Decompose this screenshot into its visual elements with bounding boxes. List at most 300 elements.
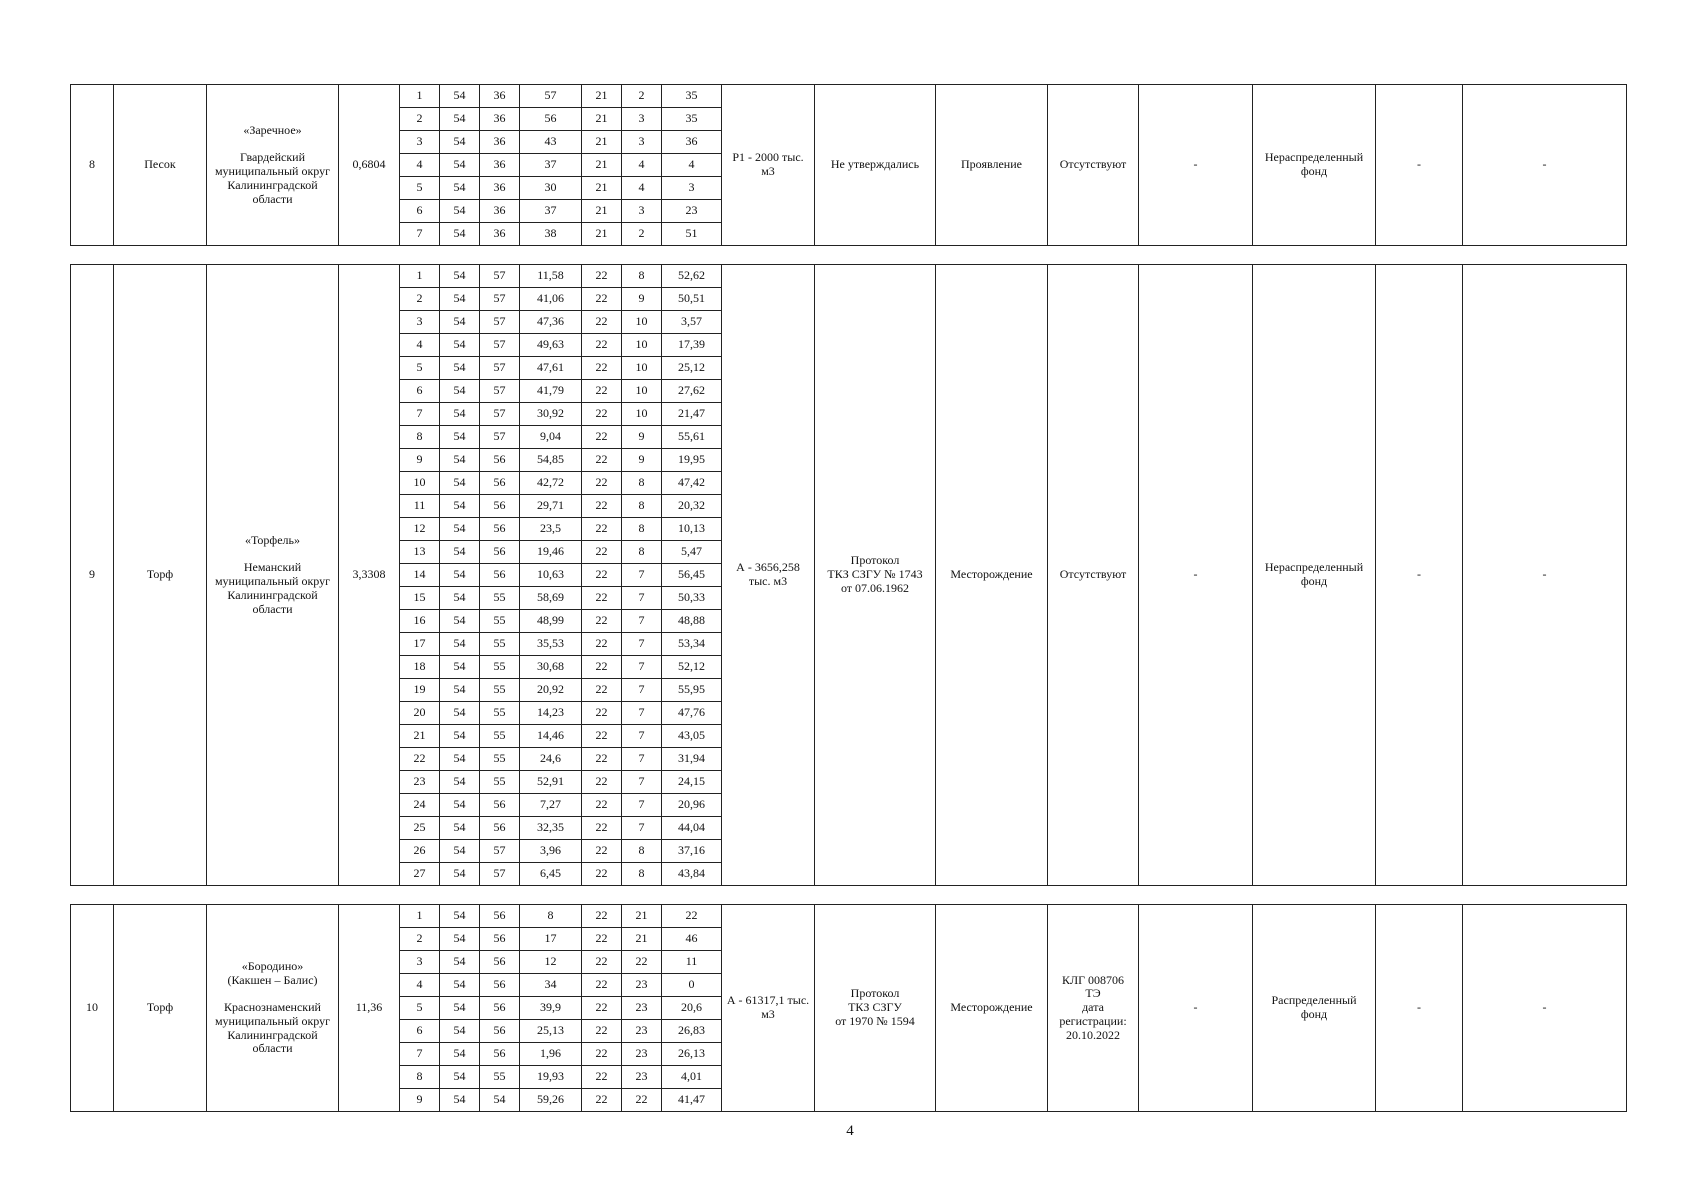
- coord-cell: 22: [582, 1020, 622, 1043]
- coord-cell: 54: [440, 334, 480, 357]
- coord-cell: 55: [480, 771, 520, 794]
- coord-cell: 2: [400, 288, 440, 311]
- coord-cell: 30,68: [520, 656, 582, 679]
- coord-cell: 21: [400, 725, 440, 748]
- coord-cell: 17: [400, 633, 440, 656]
- coord-cell: 9: [622, 426, 662, 449]
- coord-cell: 54: [440, 495, 480, 518]
- coord-cell: 54: [440, 223, 480, 246]
- coord-cell: 56: [480, 905, 520, 928]
- license-info: КЛГ 008706 ТЭ дата регистрации: 20.10.2022: [1048, 905, 1139, 1112]
- deposit-number: 10: [71, 905, 114, 1112]
- deposit-area: 0,6804: [339, 85, 400, 246]
- coord-cell: 24,15: [662, 771, 722, 794]
- coord-cell: 0: [662, 974, 722, 997]
- coord-cell: 23: [622, 974, 662, 997]
- coord-cell: 7: [400, 223, 440, 246]
- coord-cell: 41,06: [520, 288, 582, 311]
- object-type: Проявление: [936, 85, 1048, 246]
- table-row: [71, 85, 1627, 108]
- coord-cell: 54: [440, 725, 480, 748]
- coord-cell: 7: [622, 679, 662, 702]
- coord-cell: 30,92: [520, 403, 582, 426]
- coord-cell: 54: [440, 817, 480, 840]
- coord-cell: 1: [400, 905, 440, 928]
- coord-cell: 2: [400, 108, 440, 131]
- coord-cell: 25,13: [520, 1020, 582, 1043]
- coord-cell: 7: [400, 1043, 440, 1066]
- coord-cell: 57: [520, 85, 582, 108]
- separator-cell: [71, 246, 1627, 265]
- object-type: Месторождение: [936, 265, 1048, 886]
- coord-cell: 3,96: [520, 840, 582, 863]
- coord-cell: 46: [662, 928, 722, 951]
- coord-cell: 21: [582, 131, 622, 154]
- coord-cell: 57: [480, 334, 520, 357]
- coord-cell: 58,69: [520, 587, 582, 610]
- coord-cell: 8: [622, 472, 662, 495]
- coord-cell: 22: [622, 951, 662, 974]
- col-15: -: [1463, 85, 1627, 246]
- coord-cell: 54: [440, 472, 480, 495]
- coord-cell: 54: [440, 610, 480, 633]
- coord-cell: 20,92: [520, 679, 582, 702]
- coord-cell: 25: [400, 817, 440, 840]
- coord-cell: 8: [400, 426, 440, 449]
- coord-cell: 50,51: [662, 288, 722, 311]
- coord-cell: 54: [440, 587, 480, 610]
- coord-cell: 1,96: [520, 1043, 582, 1066]
- deposit-number: 8: [71, 85, 114, 246]
- col-14: -: [1376, 265, 1463, 886]
- coord-cell: 9: [622, 449, 662, 472]
- coord-cell: 11,58: [520, 265, 582, 288]
- coord-cell: 56: [480, 997, 520, 1020]
- col-14: -: [1376, 85, 1463, 246]
- coord-cell: 3: [622, 108, 662, 131]
- coord-cell: 22: [582, 633, 622, 656]
- coord-cell: 22: [582, 679, 622, 702]
- coord-cell: 9,04: [520, 426, 582, 449]
- coord-cell: 7: [622, 587, 662, 610]
- coord-cell: 21: [582, 177, 622, 200]
- coord-cell: 3: [400, 951, 440, 974]
- coord-cell: 21: [582, 85, 622, 108]
- coord-cell: 19,95: [662, 449, 722, 472]
- coord-cell: 15: [400, 587, 440, 610]
- coord-cell: 21: [582, 108, 622, 131]
- coord-cell: 56: [520, 108, 582, 131]
- coord-cell: 24,6: [520, 748, 582, 771]
- coord-cell: 54: [440, 997, 480, 1020]
- coord-cell: 56: [480, 518, 520, 541]
- coord-cell: 7: [622, 656, 662, 679]
- coord-cell: 55: [480, 587, 520, 610]
- table-row: [71, 265, 1627, 288]
- resource-type: Торф: [114, 905, 207, 1112]
- coord-cell: 22: [582, 541, 622, 564]
- coord-cell: 27: [400, 863, 440, 886]
- license-info: Отсутствуют: [1048, 265, 1139, 886]
- coord-cell: 8: [622, 518, 662, 541]
- coord-cell: 57: [480, 840, 520, 863]
- coord-cell: 36: [480, 131, 520, 154]
- coord-cell: 47,42: [662, 472, 722, 495]
- coord-cell: 36: [480, 85, 520, 108]
- coord-cell: 54: [440, 679, 480, 702]
- coord-cell: 22: [400, 748, 440, 771]
- reserves: А - 61317,1 тыс. м3: [722, 905, 815, 1112]
- coord-cell: 2: [622, 223, 662, 246]
- deposit-area: 11,36: [339, 905, 400, 1112]
- coord-cell: 14,23: [520, 702, 582, 725]
- coord-cell: 54: [440, 905, 480, 928]
- coord-cell: 9: [400, 449, 440, 472]
- coord-cell: 22: [622, 1089, 662, 1112]
- coord-cell: 54: [440, 656, 480, 679]
- deposit-name-location: «Торфель» Неманский муниципальный округ Калининградской области: [207, 265, 339, 886]
- fund-status: Нераспределенный фонд: [1253, 85, 1376, 246]
- coord-cell: 47,36: [520, 311, 582, 334]
- coord-cell: 8: [520, 905, 582, 928]
- reserves-approval: Не утверждались: [815, 85, 936, 246]
- coord-cell: 54: [440, 541, 480, 564]
- coord-cell: 19,93: [520, 1066, 582, 1089]
- coord-cell: 10: [622, 403, 662, 426]
- coord-cell: 14: [400, 564, 440, 587]
- coord-cell: 37,16: [662, 840, 722, 863]
- coord-cell: 54: [440, 928, 480, 951]
- deposits-table: [70, 84, 1627, 1112]
- coord-cell: 17,39: [662, 334, 722, 357]
- coord-cell: 54: [440, 131, 480, 154]
- coord-cell: 59,26: [520, 1089, 582, 1112]
- coord-cell: 56: [480, 817, 520, 840]
- coord-cell: 22: [582, 928, 622, 951]
- coord-cell: 18: [400, 656, 440, 679]
- coord-cell: 37: [520, 200, 582, 223]
- coord-cell: 22: [582, 1089, 622, 1112]
- coord-cell: 55,61: [662, 426, 722, 449]
- coord-cell: 22: [582, 1066, 622, 1089]
- page-number: 4: [846, 1123, 854, 1139]
- coord-cell: 22: [582, 426, 622, 449]
- coord-cell: 54: [440, 288, 480, 311]
- col-14: -: [1376, 905, 1463, 1112]
- coord-cell: 1: [400, 85, 440, 108]
- coord-cell: 6: [400, 380, 440, 403]
- coord-cell: 57: [480, 403, 520, 426]
- coord-cell: 1: [400, 265, 440, 288]
- coord-cell: 26,83: [662, 1020, 722, 1043]
- coord-cell: 57: [480, 426, 520, 449]
- coord-cell: 55: [480, 656, 520, 679]
- coord-cell: 54: [440, 449, 480, 472]
- coord-cell: 48,88: [662, 610, 722, 633]
- coord-cell: 54: [440, 974, 480, 997]
- coord-cell: 8: [622, 863, 662, 886]
- coord-cell: 22: [582, 974, 622, 997]
- table-row: [71, 905, 1627, 928]
- coord-cell: 22: [582, 771, 622, 794]
- coord-cell: 21: [622, 905, 662, 928]
- coord-cell: 57: [480, 863, 520, 886]
- coord-cell: 54: [440, 265, 480, 288]
- coord-cell: 47,61: [520, 357, 582, 380]
- coord-cell: 2: [622, 85, 662, 108]
- coord-cell: 41,47: [662, 1089, 722, 1112]
- coord-cell: 50,33: [662, 587, 722, 610]
- coord-cell: 57: [480, 265, 520, 288]
- coord-cell: 4: [400, 974, 440, 997]
- coord-cell: 22: [582, 656, 622, 679]
- resource-type: Песок: [114, 85, 207, 246]
- coord-cell: 55,95: [662, 679, 722, 702]
- coord-cell: 57: [480, 357, 520, 380]
- coord-cell: 12: [400, 518, 440, 541]
- coord-cell: 35,53: [520, 633, 582, 656]
- coord-cell: 54: [440, 564, 480, 587]
- coord-cell: 54: [440, 1066, 480, 1089]
- coord-cell: 38: [520, 223, 582, 246]
- coord-cell: 22: [582, 951, 622, 974]
- coord-cell: 56: [480, 951, 520, 974]
- coord-cell: 22: [582, 472, 622, 495]
- coord-cell: 7: [622, 817, 662, 840]
- coord-cell: 22: [582, 905, 622, 928]
- coord-cell: 27,62: [662, 380, 722, 403]
- coord-cell: 55: [480, 1066, 520, 1089]
- coord-cell: 8: [622, 265, 662, 288]
- coord-cell: 57: [480, 311, 520, 334]
- coord-cell: 22: [582, 817, 622, 840]
- coord-cell: 23: [400, 771, 440, 794]
- coord-cell: 22: [582, 288, 622, 311]
- coord-cell: 19,46: [520, 541, 582, 564]
- reserves: А - 3656,258 тыс. м3: [722, 265, 815, 886]
- coord-cell: 44,04: [662, 817, 722, 840]
- coord-cell: 23: [622, 1020, 662, 1043]
- coord-cell: 29,71: [520, 495, 582, 518]
- fund-status: Нераспределенный фонд: [1253, 265, 1376, 886]
- coord-cell: 25,12: [662, 357, 722, 380]
- coord-cell: 36: [480, 177, 520, 200]
- coord-cell: 22: [582, 357, 622, 380]
- coord-cell: 23: [622, 997, 662, 1020]
- coord-cell: 54: [440, 403, 480, 426]
- coord-cell: 55: [480, 679, 520, 702]
- coord-cell: 9: [622, 288, 662, 311]
- coord-cell: 11: [400, 495, 440, 518]
- coord-cell: 21,47: [662, 403, 722, 426]
- coord-cell: 37: [520, 154, 582, 177]
- coord-cell: 53,34: [662, 633, 722, 656]
- coord-cell: 35: [662, 85, 722, 108]
- coord-cell: 54: [440, 311, 480, 334]
- coord-cell: 21: [582, 200, 622, 223]
- coord-cell: 4: [622, 154, 662, 177]
- coord-cell: 30: [520, 177, 582, 200]
- coord-cell: 54: [440, 380, 480, 403]
- coord-cell: 36: [480, 154, 520, 177]
- coord-cell: 35: [662, 108, 722, 131]
- coord-cell: 48,99: [520, 610, 582, 633]
- col-12: -: [1139, 85, 1253, 246]
- coord-cell: 56: [480, 1043, 520, 1066]
- col-12: -: [1139, 905, 1253, 1112]
- coord-cell: 56: [480, 541, 520, 564]
- reserves-approval: Протокол ТКЗ СЗГУ № 1743 от 07.06.1962: [815, 265, 936, 886]
- coord-cell: 54: [440, 863, 480, 886]
- coord-cell: 52,62: [662, 265, 722, 288]
- coord-cell: 34: [520, 974, 582, 997]
- coord-cell: 7: [400, 403, 440, 426]
- coord-cell: 11: [662, 951, 722, 974]
- reserves-approval: Протокол ТКЗ СЗГУ от 1970 № 1594: [815, 905, 936, 1112]
- coord-cell: 7: [622, 794, 662, 817]
- coord-cell: 10: [622, 380, 662, 403]
- coord-cell: 4: [400, 334, 440, 357]
- coord-cell: 20,32: [662, 495, 722, 518]
- coord-cell: 20: [400, 702, 440, 725]
- coord-cell: 56: [480, 564, 520, 587]
- coord-cell: 56,45: [662, 564, 722, 587]
- coord-cell: 54: [440, 154, 480, 177]
- coord-cell: 54: [440, 1089, 480, 1112]
- coord-cell: 7: [622, 725, 662, 748]
- coord-cell: 54: [440, 85, 480, 108]
- coord-cell: 21: [622, 928, 662, 951]
- section-separator: [71, 246, 1627, 265]
- coord-cell: 55: [480, 610, 520, 633]
- coord-cell: 6: [400, 200, 440, 223]
- coord-cell: 22: [582, 587, 622, 610]
- separator-cell: [71, 886, 1627, 905]
- coord-cell: 22: [582, 702, 622, 725]
- coord-cell: 7: [622, 610, 662, 633]
- coord-cell: 54: [440, 1043, 480, 1066]
- coord-cell: 54: [440, 633, 480, 656]
- coord-cell: 26: [400, 840, 440, 863]
- coord-cell: 56: [480, 974, 520, 997]
- coord-cell: 22: [582, 564, 622, 587]
- coord-cell: 22: [662, 905, 722, 928]
- coord-cell: 7,27: [520, 794, 582, 817]
- coord-cell: 12: [520, 951, 582, 974]
- coord-cell: 54: [440, 108, 480, 131]
- coord-cell: 22: [582, 265, 622, 288]
- coord-cell: 4,01: [662, 1066, 722, 1089]
- coord-cell: 56: [480, 495, 520, 518]
- coord-cell: 23: [662, 200, 722, 223]
- coord-cell: 51: [662, 223, 722, 246]
- coord-cell: 22: [582, 725, 622, 748]
- coord-cell: 39,9: [520, 997, 582, 1020]
- col-15: -: [1463, 265, 1627, 886]
- coord-cell: 5,47: [662, 541, 722, 564]
- coord-cell: 10,63: [520, 564, 582, 587]
- coord-cell: 10: [400, 472, 440, 495]
- reserves: P1 - 2000 тыс. м3: [722, 85, 815, 246]
- coord-cell: 17: [520, 928, 582, 951]
- coord-cell: 22: [582, 311, 622, 334]
- coord-cell: 55: [480, 633, 520, 656]
- coord-cell: 10: [622, 334, 662, 357]
- coord-cell: 57: [480, 380, 520, 403]
- coord-cell: 54: [440, 357, 480, 380]
- coord-cell: 43,84: [662, 863, 722, 886]
- coord-cell: 3: [622, 200, 662, 223]
- coord-cell: 7: [622, 633, 662, 656]
- coord-cell: 54: [440, 518, 480, 541]
- coord-cell: 14,46: [520, 725, 582, 748]
- coord-cell: 22: [582, 449, 622, 472]
- coord-cell: 22: [582, 610, 622, 633]
- coord-cell: 54: [440, 1020, 480, 1043]
- coord-cell: 7: [622, 748, 662, 771]
- coord-cell: 57: [480, 288, 520, 311]
- coord-cell: 3: [622, 131, 662, 154]
- coord-cell: 31,94: [662, 748, 722, 771]
- coord-cell: 7: [622, 771, 662, 794]
- coord-cell: 56: [480, 1020, 520, 1043]
- coord-cell: 22: [582, 1043, 622, 1066]
- coord-cell: 3: [400, 311, 440, 334]
- resource-type: Торф: [114, 265, 207, 886]
- fund-status: Распределенный фонд: [1253, 905, 1376, 1112]
- coord-cell: 43: [520, 131, 582, 154]
- coord-cell: 22: [582, 380, 622, 403]
- coord-cell: 20,6: [662, 997, 722, 1020]
- col-15: -: [1463, 905, 1627, 1112]
- coord-cell: 47,76: [662, 702, 722, 725]
- coord-cell: 5: [400, 177, 440, 200]
- coord-cell: 22: [582, 518, 622, 541]
- coord-cell: 54: [440, 426, 480, 449]
- coord-cell: 9: [400, 1089, 440, 1112]
- coord-cell: 36: [480, 223, 520, 246]
- coord-cell: 4: [662, 154, 722, 177]
- deposit-name-location: «Бородино» (Какшен – Балис) Краснознаменский муниципальный округ Калининградской области: [207, 905, 339, 1112]
- coord-cell: 3: [662, 177, 722, 200]
- coord-cell: 13: [400, 541, 440, 564]
- coord-cell: 22: [582, 748, 622, 771]
- coord-cell: 54,85: [520, 449, 582, 472]
- coord-cell: 42,72: [520, 472, 582, 495]
- coord-cell: 5: [400, 357, 440, 380]
- coord-cell: 54: [440, 794, 480, 817]
- coord-cell: 54: [440, 200, 480, 223]
- coord-cell: 54: [440, 771, 480, 794]
- coord-cell: 7: [622, 702, 662, 725]
- coord-cell: 56: [480, 794, 520, 817]
- coord-cell: 22: [582, 403, 622, 426]
- coord-cell: 22: [582, 794, 622, 817]
- coord-cell: 8: [622, 541, 662, 564]
- coord-cell: 54: [440, 951, 480, 974]
- coord-cell: 2: [400, 928, 440, 951]
- coord-cell: 3,57: [662, 311, 722, 334]
- coord-cell: 22: [582, 997, 622, 1020]
- coord-cell: 21: [582, 223, 622, 246]
- coord-cell: 24: [400, 794, 440, 817]
- coord-cell: 23: [622, 1043, 662, 1066]
- object-type: Месторождение: [936, 905, 1048, 1112]
- coord-cell: 56: [480, 472, 520, 495]
- col-12: -: [1139, 265, 1253, 886]
- coord-cell: 8: [400, 1066, 440, 1089]
- coord-cell: 55: [480, 702, 520, 725]
